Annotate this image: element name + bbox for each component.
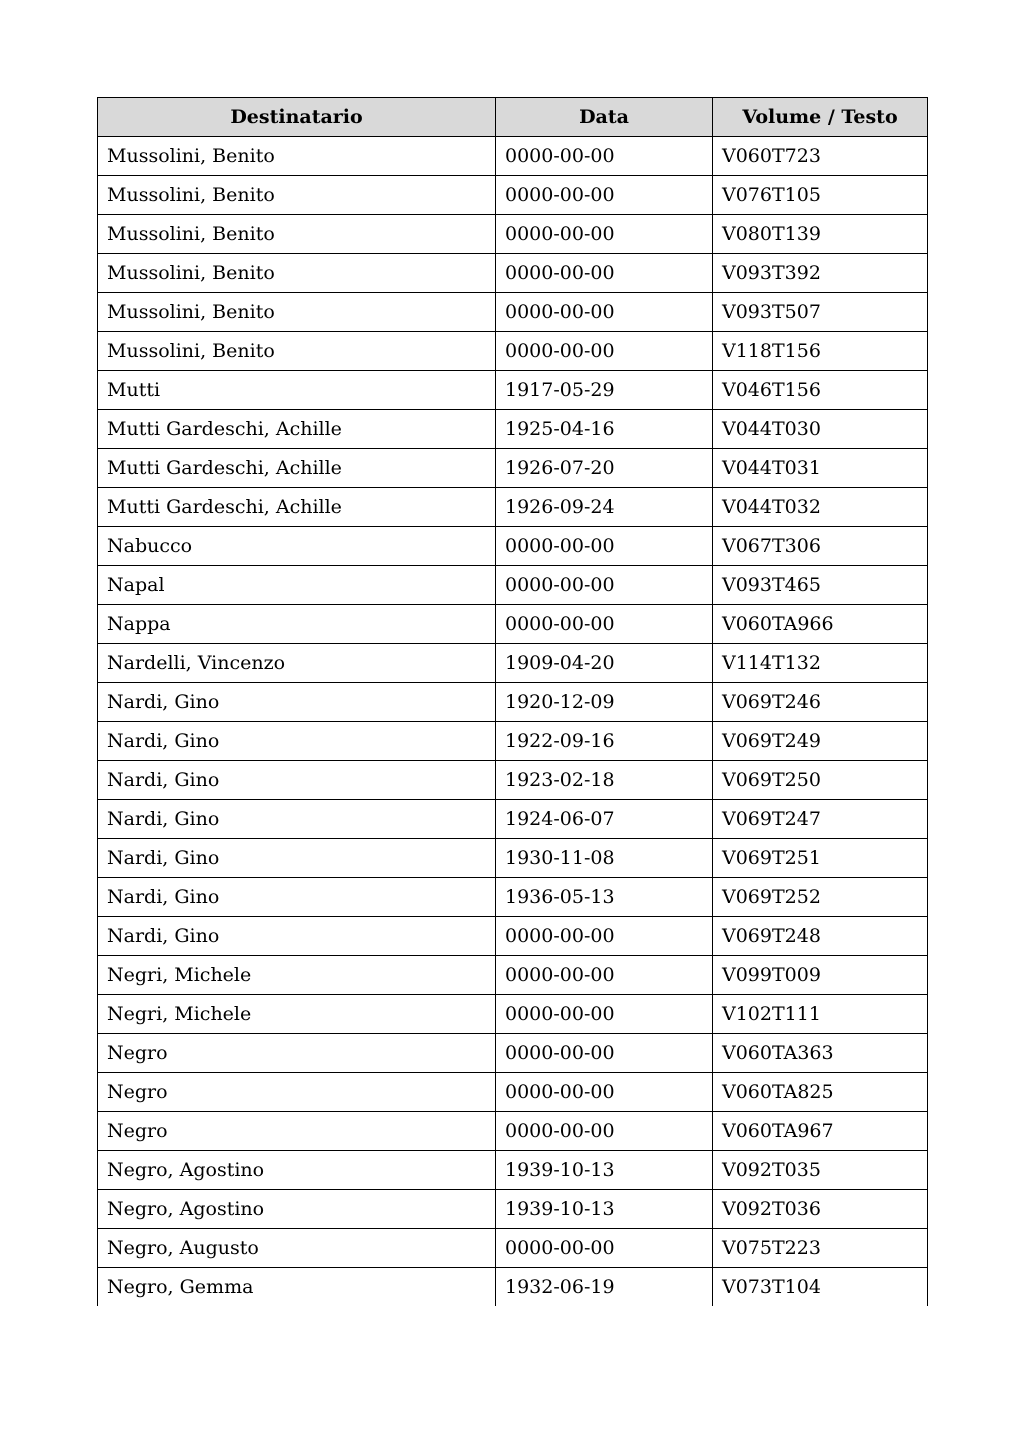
cell-data: 1917-05-29 [496, 371, 713, 410]
cell-volume-testo: V099T009 [713, 956, 928, 995]
cell-destinatario: Mussolini, Benito [98, 176, 496, 215]
table-row [98, 137, 928, 176]
table-row [98, 1268, 928, 1307]
cell-destinatario: Negro, Gemma [98, 1268, 496, 1307]
table-row [98, 410, 928, 449]
table-row [98, 254, 928, 293]
table-row [98, 722, 928, 761]
cell-volume-testo: V060TA363 [713, 1034, 928, 1073]
table-row [98, 800, 928, 839]
cell-volume-testo: V069T247 [713, 800, 928, 839]
table-row [98, 566, 928, 605]
cell-volume-testo: V080T139 [713, 215, 928, 254]
column-header-data: Data [496, 98, 713, 137]
cell-data: 0000-00-00 [496, 566, 713, 605]
cell-data: 0000-00-00 [496, 1073, 713, 1112]
cell-data: 0000-00-00 [496, 1034, 713, 1073]
cell-destinatario: Nardi, Gino [98, 878, 496, 917]
cell-destinatario: Mussolini, Benito [98, 254, 496, 293]
cell-volume-testo: V069T249 [713, 722, 928, 761]
cell-destinatario: Nardi, Gino [98, 917, 496, 956]
table-row [98, 683, 928, 722]
cell-data: 0000-00-00 [496, 215, 713, 254]
table-body [98, 137, 928, 1307]
cell-data: 0000-00-00 [496, 917, 713, 956]
cell-data: 0000-00-00 [496, 605, 713, 644]
header-row [98, 98, 928, 137]
cell-volume-testo: V067T306 [713, 527, 928, 566]
cell-data: 0000-00-00 [496, 332, 713, 371]
cell-data: 1932-06-19 [496, 1268, 713, 1307]
cell-volume-testo: V075T223 [713, 1229, 928, 1268]
table-row [98, 1151, 928, 1190]
cell-volume-testo: V069T251 [713, 839, 928, 878]
cell-data: 1925-04-16 [496, 410, 713, 449]
cell-data: 1924-06-07 [496, 800, 713, 839]
table-row [98, 761, 928, 800]
cell-data: 0000-00-00 [496, 176, 713, 215]
cell-data: 0000-00-00 [496, 137, 713, 176]
table-header [98, 98, 928, 137]
cell-volume-testo: V073T104 [713, 1268, 928, 1307]
cell-destinatario: Mutti Gardeschi, Achille [98, 410, 496, 449]
cell-destinatario: Negro [98, 1112, 496, 1151]
column-header-destinatario: Destinatario [98, 98, 496, 137]
cell-volume-testo: V060T723 [713, 137, 928, 176]
cell-destinatario: Nardelli, Vincenzo [98, 644, 496, 683]
cell-volume-testo: V044T032 [713, 488, 928, 527]
cell-volume-testo: V118T156 [713, 332, 928, 371]
table-row [98, 956, 928, 995]
cell-data: 0000-00-00 [496, 254, 713, 293]
letters-table [97, 97, 928, 1306]
cell-volume-testo: V069T252 [713, 878, 928, 917]
cell-data: 1920-12-09 [496, 683, 713, 722]
cell-volume-testo: V044T030 [713, 410, 928, 449]
table-row [98, 1034, 928, 1073]
table-row [98, 917, 928, 956]
cell-destinatario: Mussolini, Benito [98, 293, 496, 332]
cell-volume-testo: V060TA825 [713, 1073, 928, 1112]
cell-volume-testo: V044T031 [713, 449, 928, 488]
cell-data: 0000-00-00 [496, 527, 713, 566]
cell-data: 1926-07-20 [496, 449, 713, 488]
cell-volume-testo: V046T156 [713, 371, 928, 410]
cell-data: 1939-10-13 [496, 1190, 713, 1229]
cell-volume-testo: V093T507 [713, 293, 928, 332]
cell-destinatario: Nappa [98, 605, 496, 644]
cell-volume-testo: V092T035 [713, 1151, 928, 1190]
table-row [98, 488, 928, 527]
table-row [98, 1073, 928, 1112]
cell-destinatario: Negro [98, 1073, 496, 1112]
cell-destinatario: Mussolini, Benito [98, 215, 496, 254]
table-row [98, 1112, 928, 1151]
cell-data: 0000-00-00 [496, 995, 713, 1034]
cell-destinatario: Negro, Augusto [98, 1229, 496, 1268]
cell-data: 0000-00-00 [496, 1112, 713, 1151]
cell-destinatario: Nardi, Gino [98, 722, 496, 761]
cell-data: 1926-09-24 [496, 488, 713, 527]
table-row [98, 215, 928, 254]
table-row [98, 995, 928, 1034]
cell-volume-testo: V060TA967 [713, 1112, 928, 1151]
cell-destinatario: Mutti [98, 371, 496, 410]
table-row [98, 1190, 928, 1229]
cell-volume-testo: V076T105 [713, 176, 928, 215]
cell-destinatario: Negri, Michele [98, 956, 496, 995]
cell-destinatario: Nardi, Gino [98, 800, 496, 839]
cell-destinatario: Negri, Michele [98, 995, 496, 1034]
cell-volume-testo: V069T248 [713, 917, 928, 956]
cell-volume-testo: V092T036 [713, 1190, 928, 1229]
cell-volume-testo: V102T111 [713, 995, 928, 1034]
cell-destinatario: Mussolini, Benito [98, 332, 496, 371]
cell-data: 1939-10-13 [496, 1151, 713, 1190]
cell-volume-testo: V093T465 [713, 566, 928, 605]
cell-volume-testo: V069T250 [713, 761, 928, 800]
cell-destinatario: Nabucco [98, 527, 496, 566]
table-row [98, 644, 928, 683]
table-row [98, 605, 928, 644]
cell-destinatario: Negro, Agostino [98, 1151, 496, 1190]
cell-data: 1909-04-20 [496, 644, 713, 683]
table-row [98, 878, 928, 917]
cell-destinatario: Mussolini, Benito [98, 137, 496, 176]
cell-destinatario: Nardi, Gino [98, 839, 496, 878]
table-row [98, 371, 928, 410]
cell-destinatario: Mutti Gardeschi, Achille [98, 449, 496, 488]
cell-destinatario: Mutti Gardeschi, Achille [98, 488, 496, 527]
cell-destinatario: Negro, Agostino [98, 1190, 496, 1229]
table-row [98, 293, 928, 332]
cell-volume-testo: V069T246 [713, 683, 928, 722]
cell-data: 0000-00-00 [496, 293, 713, 332]
cell-data: 1923-02-18 [496, 761, 713, 800]
cell-data: 0000-00-00 [496, 1229, 713, 1268]
table-row [98, 449, 928, 488]
cell-volume-testo: V060TA966 [713, 605, 928, 644]
cell-data: 1922-09-16 [496, 722, 713, 761]
cell-destinatario: Negro [98, 1034, 496, 1073]
table-row [98, 1229, 928, 1268]
table-row [98, 332, 928, 371]
cell-volume-testo: V114T132 [713, 644, 928, 683]
cell-data: 1936-05-13 [496, 878, 713, 917]
cell-destinatario: Nardi, Gino [98, 761, 496, 800]
cell-destinatario: Nardi, Gino [98, 683, 496, 722]
table-row [98, 527, 928, 566]
cell-destinatario: Napal [98, 566, 496, 605]
table-row [98, 176, 928, 215]
cell-volume-testo: V093T392 [713, 254, 928, 293]
cell-data: 0000-00-00 [496, 956, 713, 995]
cell-data: 1930-11-08 [496, 839, 713, 878]
column-header-volume-testo: Volume / Testo [713, 98, 928, 137]
table-row [98, 839, 928, 878]
